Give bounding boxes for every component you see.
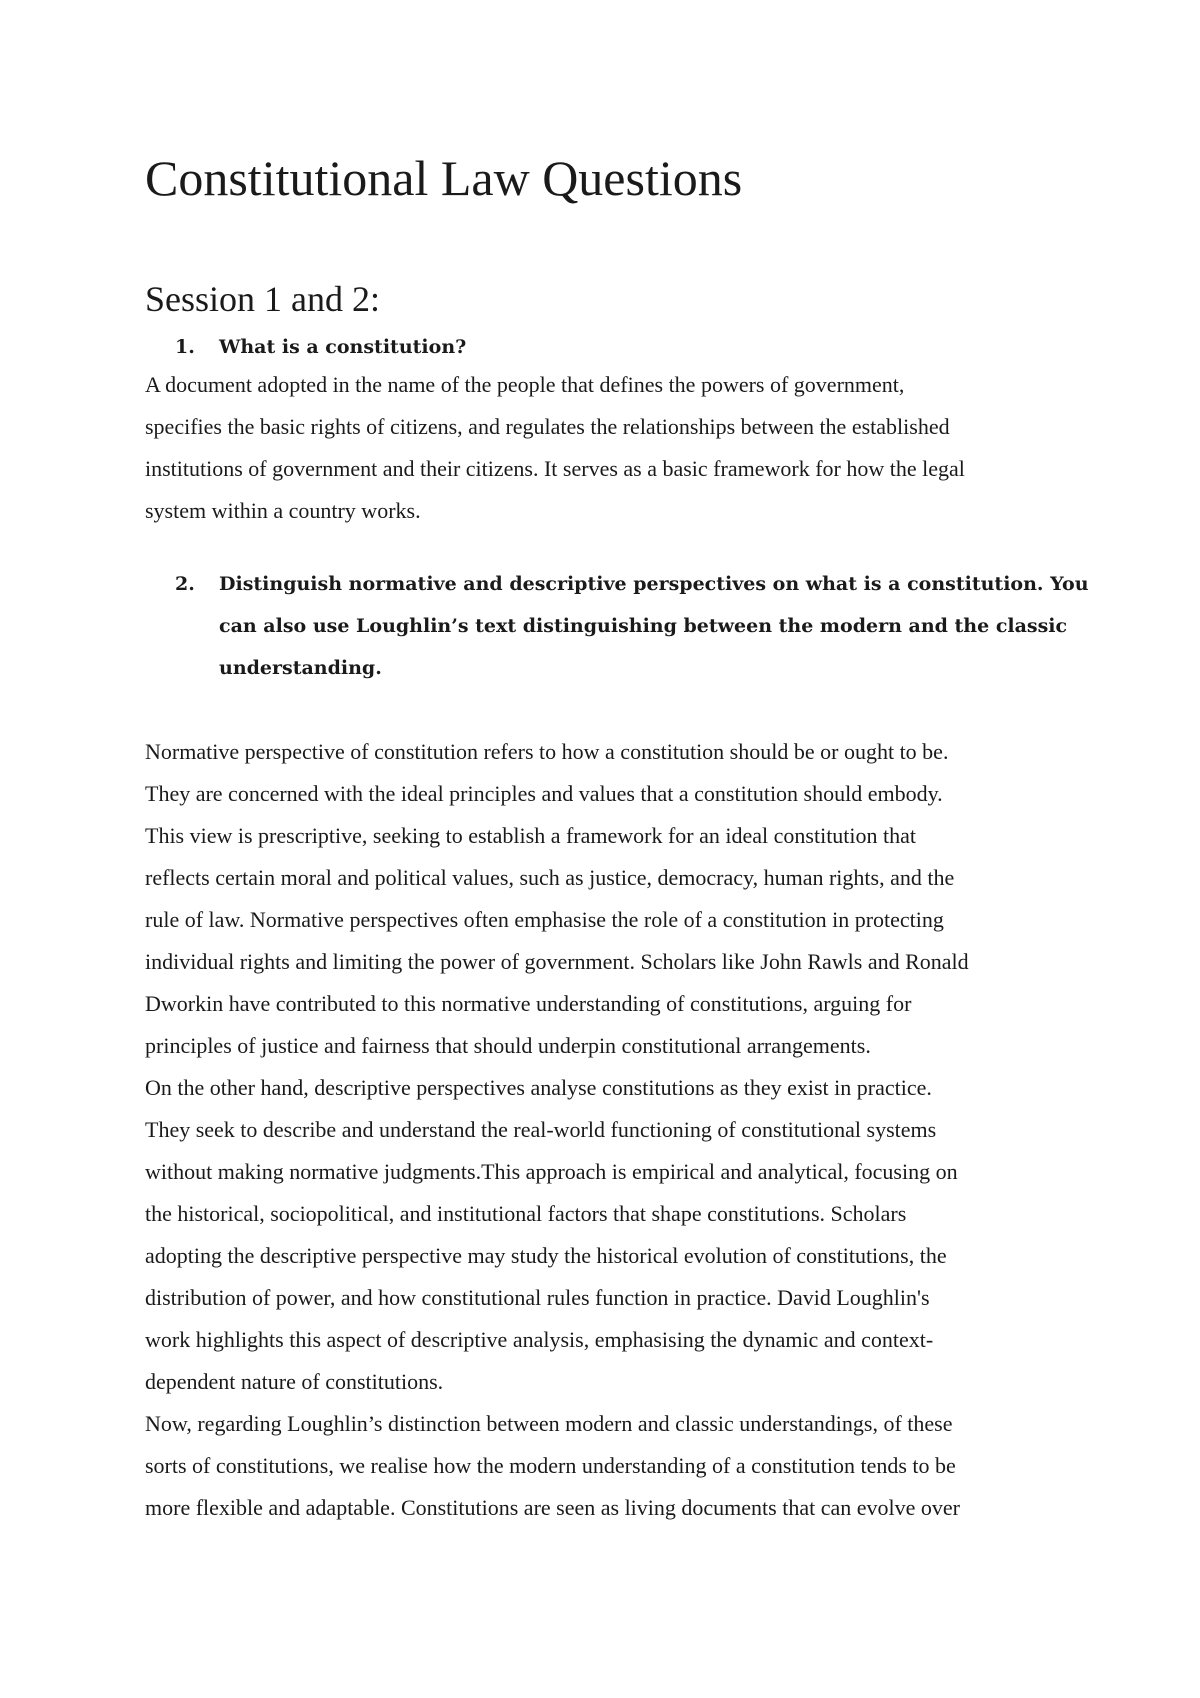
answer-line: Now, regarding Loughlin’s distinction between modern and classic understandings, of these xyxy=(145,1411,953,1436)
answer-1 xyxy=(145,364,1075,532)
answer-line: dependent nature of constitutions. xyxy=(145,1369,444,1394)
answer-line: more flexible and adaptable. Constitutions are seen as living documents that can evolve over xyxy=(145,1495,960,1520)
answer-line: sorts of constitutions, we realise how the modern understanding of a constitution tends to be xyxy=(145,1453,956,1478)
answer-line: This view is prescriptive, seeking to establish a framework for an ideal constitution that xyxy=(145,823,917,848)
answer-line: reflects certain moral and political values, such as justice, democracy, human rights, and the xyxy=(145,865,955,890)
answer-line: system within a country works. xyxy=(145,498,421,523)
answer-line: They are concerned with the ideal principles and values that a constitution should embody. xyxy=(145,781,943,806)
answer-line: distribution of power, and how constitutional rules function in practice. David Loughlin's xyxy=(145,1285,930,1310)
answer-line: institutions of government and their citizens. It serves as a basic framework for how the legal xyxy=(145,456,965,481)
question-line: What is a constitution? xyxy=(219,336,467,358)
answer-line: the historical, sociopolitical, and institutional factors that shape constitutions. Scholars xyxy=(145,1201,907,1226)
section-heading: Session 1 and 2: xyxy=(145,279,381,319)
answer-line: Dworkin have contributed to this normative understanding of constitutions, arguing for xyxy=(145,991,912,1016)
question-number: 1. xyxy=(175,336,195,358)
question-number: 2. xyxy=(175,573,195,595)
question-line: Distinguish normative and descriptive perspectives on what is a constitution. You xyxy=(219,573,1089,595)
answer-line: adopting the descriptive perspective may study the historical evolution of constitutions, the xyxy=(145,1243,947,1268)
answer-line: A document adopted in the name of the people that defines the powers of government, xyxy=(145,372,905,397)
answer-line: They seek to describe and understand the real-world functioning of constitutional systems xyxy=(145,1117,937,1142)
answer-line: without making normative judgments.This approach is empirical and analytical, focusing on xyxy=(145,1159,958,1184)
question-line: understanding. xyxy=(219,657,382,679)
question-line: can also use Loughlin’s text distinguishing between the modern and the classic xyxy=(219,615,1068,637)
answer-line: rule of law. Normative perspectives often emphasise the role of a constitution in protecting xyxy=(145,907,944,932)
answer-line: specifies the basic rights of citizens, and regulates the relationships between the established xyxy=(145,414,950,439)
answer-line: principles of justice and fairness that should underpin constitutional arrangements. xyxy=(145,1033,871,1058)
question-text xyxy=(219,563,1089,689)
question-text xyxy=(219,326,1069,368)
document-title: Constitutional Law Questions xyxy=(145,150,743,206)
answer-line: individual rights and limiting the power of government. Scholars like John Rawls and Ronald xyxy=(145,949,969,974)
answer-2 xyxy=(145,731,1075,1529)
answer-line: work highlights this aspect of descriptive analysis, emphasising the dynamic and context- xyxy=(145,1327,934,1352)
answer-line: On the other hand, descriptive perspectives analyse constitutions as they exist in practice. xyxy=(145,1075,932,1100)
answer-line: Normative perspective of constitution refers to how a constitution should be or ought to be. xyxy=(145,739,949,764)
